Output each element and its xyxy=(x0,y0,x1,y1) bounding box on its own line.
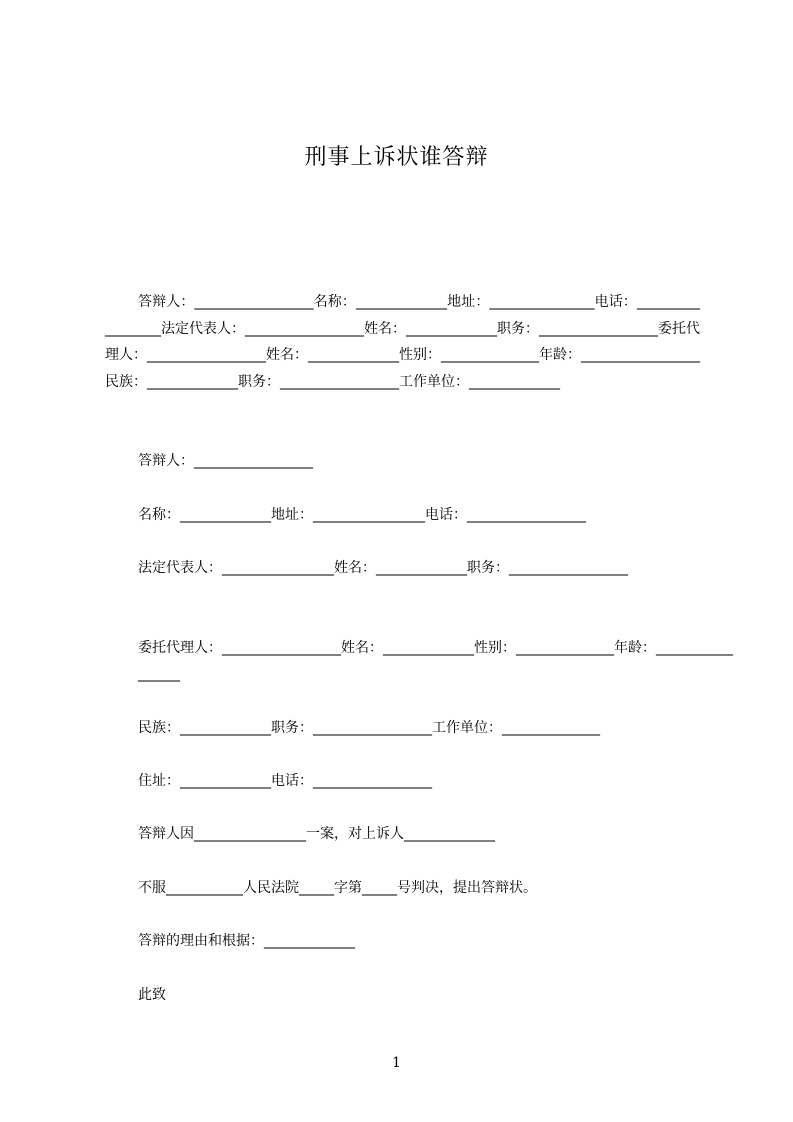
residence-phone-line: 住址：_____________电话：_________________ xyxy=(138,773,432,789)
agent-line: 委托代理人：_________________姓名：_____________性别：______________年龄：_________________ xyxy=(138,640,733,682)
document-title: 刑事上诉状谁答辩 xyxy=(304,145,489,170)
judgment-line: 不服___________人民法院_____字第_____号判决，提出答辩状。 xyxy=(138,880,537,896)
ethnicity-position-workplace-line: 民族：_____________职务：_________________工作单位：______________ xyxy=(138,720,600,736)
respondent-line: 答辩人：_________________ xyxy=(138,453,313,469)
reasons-line: 答辩的理由和根据：_____________ xyxy=(138,933,355,949)
page-number: 1 xyxy=(392,1055,401,1071)
legal-representative-line: 法定代表人：________________姓名：_____________职务：_________________ xyxy=(138,560,628,576)
respondent-info-paragraph: 答辩人：_________________名称：_____________地址：_______________电话：_________________法定代表人：_________________姓名：_____________职务：_________________委托代理人：_________________姓名：_____________性别：______________年龄：_________________民族：_____________职务：_________________工作单位：_____________ xyxy=(105,294,700,390)
case-line: 答辩人因________________一案，对上诉人_____________ xyxy=(138,826,495,842)
name-address-phone-line: 名称：_____________地址：________________电话：_________________ xyxy=(138,507,586,523)
closing-line: 此致 xyxy=(138,987,166,1003)
